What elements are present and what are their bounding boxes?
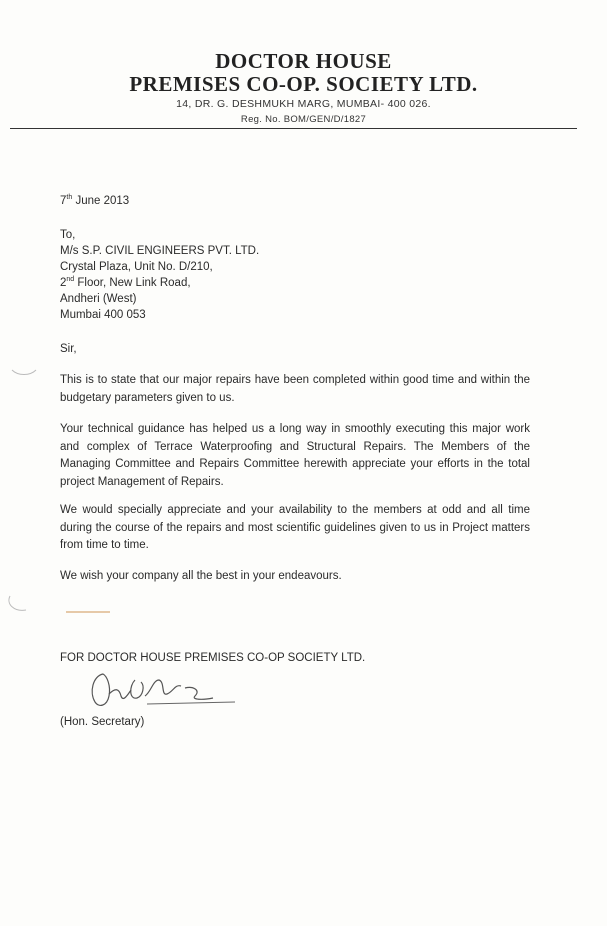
body-paragraph-1: This is to state that our major repairs have been completed within good time and within the budgetary parameters given to us.	[60, 374, 530, 404]
scan-punch-hole-mark	[8, 360, 38, 380]
recipient-line4: Andheri (West)	[60, 293, 137, 305]
recipient-to: To,	[60, 229, 76, 241]
salutation: Sir,	[60, 343, 77, 355]
letterhead-address: 14, DR. G. DESHMUKH MARG, MUMBAI- 400 026.	[176, 98, 431, 110]
letterhead-reg-no: Reg. No. BOM/GEN/D/1827	[240, 114, 367, 125]
recipient-line2: Crystal Plaza, Unit No. D/210,	[60, 261, 213, 273]
letter-date: 7th June 2013	[60, 194, 130, 207]
letterhead-title-line2: PREMISES CO-OP. SOCIETY LTD.	[129, 72, 478, 96]
scan-punch-hole-mark	[6, 592, 40, 616]
body-paragraph-2: Your technical guidance has helped us a long way in smoothly executing this major work and complex of Terrace Waterproofing and Structural Repairs. The Members of the Managing Committee and Repairs Committee herewith appreciate your efforts in the total project Management of Repairs.	[60, 423, 530, 488]
scan-stain-mark	[66, 611, 110, 613]
recipient-line3: 2nd Floor, New Link Road,	[60, 276, 191, 289]
letterhead-title-line1: DOCTOR HOUSE	[215, 49, 392, 73]
closing-for-line: FOR DOCTOR HOUSE PREMISES CO-OP SOCIETY LTD.	[60, 652, 366, 664]
recipient-line5: Mumbai 400 053	[60, 309, 146, 321]
body-paragraph-4: We wish your company all the best in your endeavours.	[60, 570, 342, 582]
body-paragraph-3: We would specially appreciate and your availability to the members at odd and all time during the course of the repairs and most scientific guidelines given to us in Project matters from time to time.	[60, 504, 530, 551]
letterhead-rule	[10, 128, 577, 129]
closing-designation: (Hon. Secretary)	[60, 716, 145, 728]
recipient-line1: M/s S.P. CIVIL ENGINEERS PVT. LTD.	[60, 245, 260, 257]
signature-image	[85, 666, 245, 714]
